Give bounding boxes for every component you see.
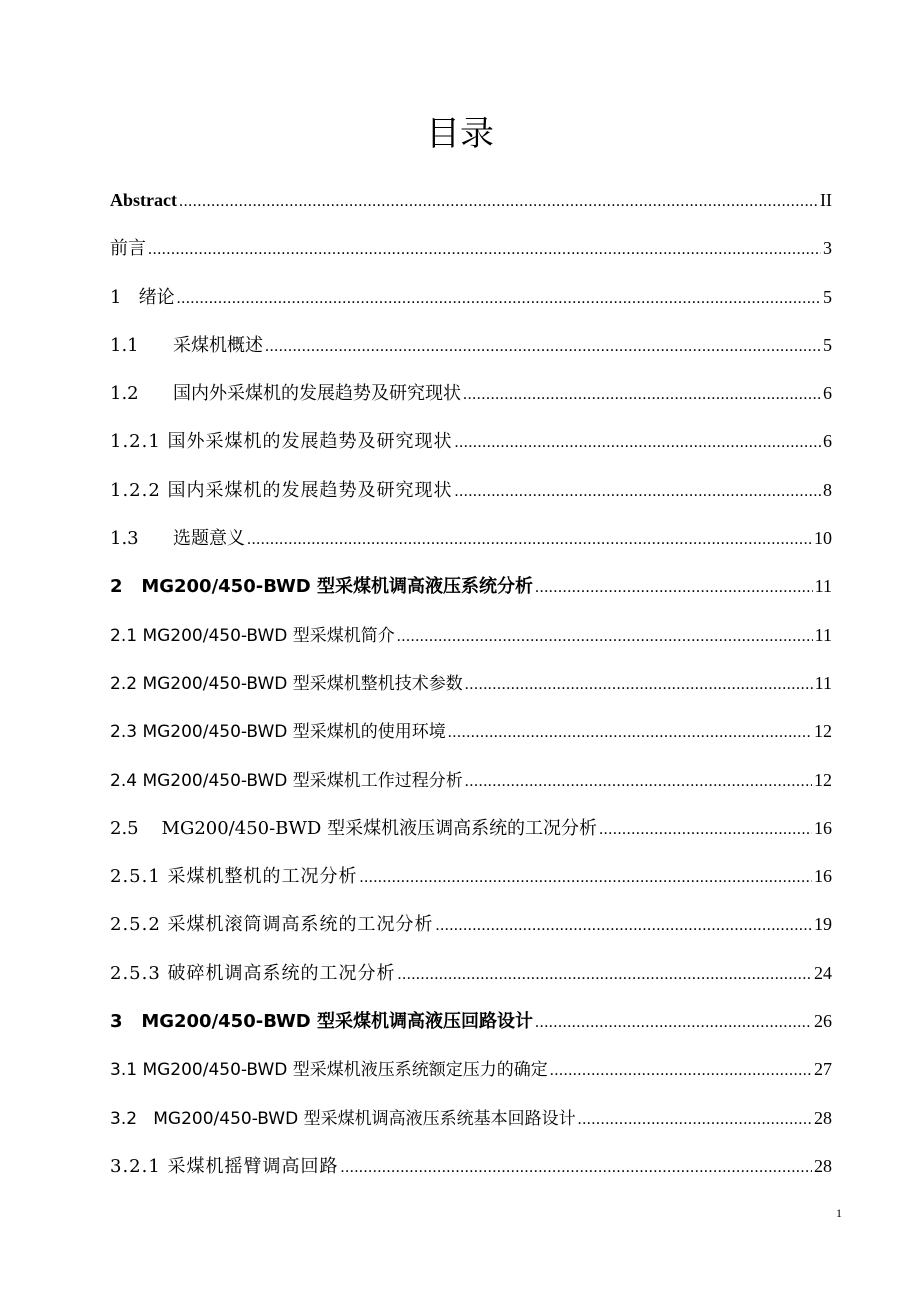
toc-entry-title: 前言 (110, 238, 146, 260)
toc-entry-title: 3.2.1 采煤机摇臂调高回路 (110, 1155, 339, 1177)
toc-entry[interactable] (110, 1045, 832, 1093)
toc-entry-title: 2 MG200/450-BWD 型采煤机调高液压系统分析 (110, 576, 533, 598)
toc-entry[interactable] (110, 707, 832, 755)
toc-entry-page: 27 (814, 1059, 832, 1080)
toc-entry-title: 2.1 MG200/450-BWD 型采煤机简介 (110, 625, 395, 646)
toc-entry-title: 2.2 MG200/450-BWD 型采煤机整机技术参数 (110, 673, 463, 694)
toc-entry-page: 5 (823, 334, 832, 355)
toc-entry[interactable] (110, 176, 832, 224)
toc-entry[interactable] (110, 997, 832, 1045)
toc-dot-leader (578, 1096, 812, 1142)
toc-dot-leader (463, 371, 821, 417)
toc-dot-leader (436, 902, 812, 948)
toc-entry-page: 8 (823, 479, 832, 500)
toc-dot-leader (599, 806, 812, 852)
toc-entry[interactable] (110, 1094, 832, 1142)
toc-entry-title: 3.2 MG200/450-BWD 型采煤机调高液压系统基本回路设计 (110, 1108, 576, 1129)
toc-entry-page: 6 (823, 431, 832, 452)
toc-dot-leader (247, 516, 812, 562)
toc-entry-title: 1.1 采煤机概述 (110, 334, 263, 356)
toc-entry-page: 26 (814, 1011, 832, 1032)
toc-entry-page: 28 (814, 1155, 832, 1176)
toc-entry-page: II (820, 190, 832, 210)
toc-entry-page: 11 (814, 576, 832, 597)
toc-entry-title: 2.5 MG200/450-BWD 型采煤机液压调高系统的工况分析 (110, 817, 598, 839)
toc-entry-page: 12 (814, 721, 832, 742)
toc-entry[interactable] (110, 852, 832, 900)
toc-entry-page: 16 (814, 817, 832, 838)
toc-dot-leader (448, 709, 812, 755)
toc-entry-title: 2.4 MG200/450-BWD 型采煤机工作过程分析 (110, 770, 463, 791)
toc-entry[interactable] (110, 804, 832, 852)
toc-entry-title: 1.3 选题意义 (110, 528, 245, 550)
toc-entry-title: 2.3 MG200/450-BWD 型采煤机的使用环境 (110, 722, 446, 743)
toc-dot-leader (465, 661, 813, 707)
toc-dot-leader (550, 1047, 812, 1093)
toc-entry-page: 5 (823, 286, 832, 307)
toc-entry-title: 1 绪论 (110, 286, 175, 308)
toc-dot-leader (265, 323, 821, 369)
toc-dot-leader (360, 854, 812, 900)
toc-dot-leader (535, 564, 813, 610)
toc-dot-leader (341, 1144, 812, 1190)
toc-entry-title: 3.1 MG200/450-BWD 型采煤机液压系统额定压力的确定 (110, 1060, 548, 1081)
toc-entry-page: 10 (814, 528, 832, 549)
toc-entry[interactable] (110, 273, 832, 321)
toc-entry-page: 16 (814, 866, 832, 887)
toc-entry[interactable] (110, 949, 832, 997)
toc-entry-title: 2.5.1 采煤机整机的工况分析 (110, 866, 358, 888)
toc-entry-title: Abstract (110, 190, 177, 210)
toc-dot-leader (148, 226, 821, 272)
toc-entry[interactable] (110, 466, 832, 514)
toc-entry[interactable] (110, 756, 832, 804)
toc-entry-page: 6 (823, 383, 832, 404)
toc-entry-page: 24 (814, 962, 832, 983)
toc-entry-page: 11 (814, 624, 832, 645)
toc-entry[interactable] (110, 900, 832, 948)
toc-entry[interactable] (110, 659, 832, 707)
toc-entry-title: 3 MG200/450-BWD 型采煤机调高液压回路设计 (110, 1011, 533, 1033)
toc-entry[interactable] (110, 514, 832, 562)
toc-dot-leader (179, 178, 818, 224)
toc-entry[interactable] (110, 369, 832, 417)
page-title: 目录 (426, 114, 494, 154)
toc-dot-leader (465, 758, 812, 804)
toc-entry[interactable] (110, 321, 832, 369)
toc-entry-title: 1.2.1 国外采煤机的发展趋势及研究现状 (110, 431, 453, 453)
table-of-contents (110, 176, 832, 1190)
toc-entry-title: 1.2 国内外采煤机的发展趋势及研究现状 (110, 383, 461, 405)
toc-entry-title: 1.2.2 国内采煤机的发展趋势及研究现状 (110, 479, 453, 501)
toc-dot-leader (535, 999, 812, 1045)
toc-dot-leader (398, 951, 812, 997)
toc-entry-page: 28 (814, 1107, 832, 1128)
toc-entry-page: 19 (814, 914, 832, 935)
toc-entry[interactable] (110, 417, 832, 465)
toc-entry[interactable] (110, 611, 832, 659)
toc-entry-title: 2.5.3 破碎机调高系统的工况分析 (110, 962, 396, 984)
toc-entry-title: 2.5.2 采煤机滚筒调高系统的工况分析 (110, 914, 434, 936)
footer-page-number: 1 (836, 1206, 842, 1220)
toc-entry[interactable] (110, 224, 832, 272)
toc-dot-leader (455, 468, 821, 514)
toc-dot-leader (177, 275, 821, 321)
toc-entry[interactable] (110, 562, 832, 610)
toc-entry-page: 11 (814, 672, 832, 693)
toc-dot-leader (455, 419, 821, 465)
toc-entry-page: 3 (823, 238, 832, 259)
toc-dot-leader (397, 613, 813, 659)
toc-entry[interactable] (110, 1142, 832, 1190)
toc-entry-page: 12 (814, 769, 832, 790)
